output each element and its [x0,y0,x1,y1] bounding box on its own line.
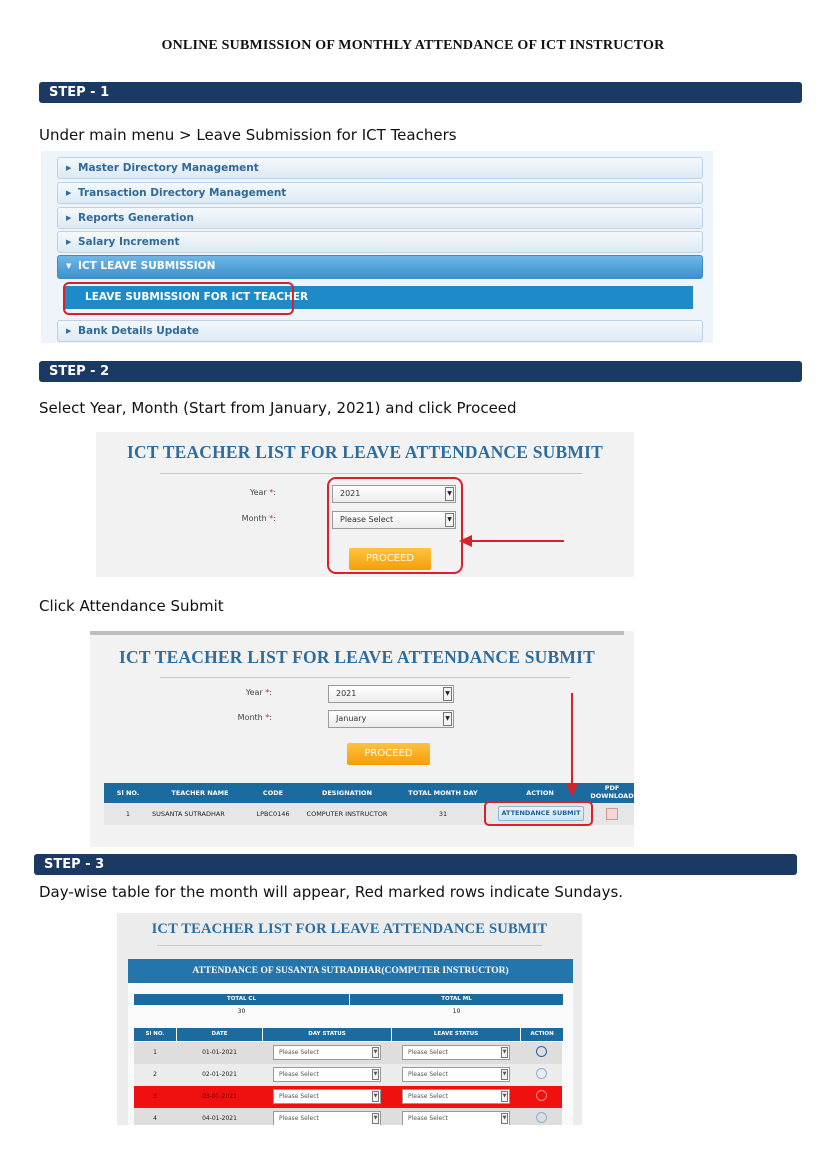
day-status-select[interactable]: Please Select ▼ [273,1111,381,1125]
step-1-bar: STEP - 1 [39,82,802,103]
form-screenshot-1 [96,432,634,577]
menu-item-bank-details[interactable] [57,320,703,342]
attendance-band: ATTENDANCE OF SUSANTA SUTRADHAR(COMPUTER INSTRUCTOR) [128,959,573,983]
document-title: ONLINE SUBMISSION OF MONTHLY ATTENDANCE OF ICT INSTRUCTOR [161,38,665,53]
dropdown-arrow-icon: ▼ [501,1091,508,1102]
menu-item-label: Reports Generation [78,212,194,224]
menu-item-label: Salary Increment [78,236,180,248]
dropdown-arrow-icon: ▼ [501,1069,508,1080]
chevron-right-icon: ▶ [66,189,72,197]
dropdown-arrow-icon: ▼ [443,687,452,701]
th-pdf-download: PDF DOWNLOAD [590,784,634,800]
year-select[interactable]: 2021 ▼ [332,485,456,503]
divider [160,473,582,474]
month-select[interactable]: January ▼ [328,710,454,728]
th-sl: Sl NO. [116,789,140,797]
menu-item-ict-leave-submission[interactable] [57,255,703,279]
dropdown-arrow-icon: ▼ [372,1069,379,1080]
th-action: ACTION [526,789,554,797]
table-row-sunday [134,1086,562,1108]
step-2b-caption: Click Attendance Submit [39,597,224,615]
dropdown-arrow-icon: ▼ [372,1113,379,1124]
leave-status-select[interactable]: Please Select ▼ [402,1111,510,1125]
highlight-box [484,801,593,826]
chevron-right-icon: ▶ [66,214,72,222]
proceed-button[interactable]: PROCEED [347,743,430,765]
th-teacher-name: TEACHER NAME [171,789,229,797]
leave-status-select[interactable]: Please Select ▼ [402,1067,510,1082]
cell-sl: 1 [153,1049,157,1056]
chevron-right-icon: ▶ [66,327,72,335]
form-title: ICT TEACHER LIST FOR LEAVE ATTENDANCE SUBMIT [127,442,603,462]
cell-sl: 1 [125,810,131,818]
cell-date: 04-01-2021 [202,1115,237,1122]
th-leave-status: LEAVE STATUS [392,1028,520,1041]
step-2-caption: Select Year, Month (Start from January, 2021) and click Proceed [39,399,517,417]
cell-total-month-day: 31 [438,810,448,818]
th-sl: Sl NO. [134,1028,176,1041]
year-label: Year *: [245,688,272,697]
cell-designation: COMPUTER INSTRUCTOR [306,810,388,818]
day-status-select[interactable]: Please Select ▼ [273,1089,381,1104]
form-screenshot-2 [90,631,634,847]
menu-item-reports[interactable] [57,207,703,229]
cell-sl: 2 [153,1071,157,1078]
th-action: ACTION [521,1028,563,1041]
attendance-screenshot [117,913,582,1125]
leave-status-select[interactable]: Please Select ▼ [402,1089,510,1104]
step-2-bar: STEP - 2 [39,361,802,382]
day-status-select[interactable]: Please Select ▼ [273,1067,381,1082]
chevron-right-icon: ▶ [66,164,72,172]
teacher-table-header [104,783,634,803]
divider [160,677,570,678]
red-arrow-icon [562,691,582,799]
highlight-box [63,282,294,315]
th-date: DATE [177,1028,262,1041]
chevron-right-icon: ▶ [66,238,72,246]
th-designation: DESIGNATION [321,789,373,797]
total-ml-value: 10 [452,1008,461,1015]
leave-status-select[interactable]: Please Select ▼ [402,1045,510,1060]
month-label: Month *: [237,713,272,722]
submenu-label: LEAVE SUBMISSION FOR ICT TEACHER [85,291,309,303]
year-label: Year *: [249,488,276,497]
save-icon[interactable] [536,1068,547,1079]
highlight-box [327,477,463,574]
chevron-down-icon: ▼ [66,262,72,270]
save-icon[interactable] [536,1112,547,1123]
dropdown-arrow-icon: ▼ [501,1047,508,1058]
form-title: ICT TEACHER LIST FOR LEAVE ATTENDANCE SUBMIT [151,921,548,937]
dropdown-arrow-icon: ▼ [501,1113,508,1124]
top-edge [90,631,624,635]
form-title: ICT TEACHER LIST FOR LEAVE ATTENDANCE SUBMIT [119,647,595,667]
menu-item-label: Master Directory Management [78,162,259,174]
th-day-status: DAY STATUS [263,1028,391,1041]
dropdown-arrow-icon: ▼ [445,487,454,501]
step-3-bar: STEP - 3 [34,854,797,875]
attendance-submit-button[interactable]: ATTENDANCE SUBMIT [498,806,584,821]
menu-item-label: ICT LEAVE SUBMISSION [78,260,216,272]
save-icon[interactable] [536,1090,547,1101]
month-select[interactable]: Please Select ▼ [332,511,456,529]
menu-item-label: Transaction Directory Management [78,187,287,199]
year-select[interactable]: 2021 ▼ [328,685,454,703]
divider [157,945,542,946]
month-label: Month *: [241,514,276,523]
th-total-month-day: TOTAL MONTH DAY [408,789,478,797]
cell-date: 01-01-2021 [202,1049,237,1056]
menu-item-master-directory[interactable] [57,157,703,179]
table-row [134,1042,562,1064]
menu-item-transaction-directory[interactable] [57,182,703,204]
table-row [134,1108,562,1125]
dropdown-arrow-icon: ▼ [445,513,454,527]
total-cl-header: TOTAL CL [134,994,349,1005]
cell-code: LPBC0146 [256,810,290,818]
step-3-caption: Day-wise table for the month will appear, Red marked rows indicate Sundays. [39,883,624,901]
proceed-button[interactable]: PROCEED [349,548,431,570]
dropdown-arrow-icon: ▼ [443,712,452,726]
menu-screenshot [41,151,713,343]
cell-date: 02-01-2021 [202,1071,237,1078]
save-icon[interactable] [536,1046,547,1057]
dropdown-arrow-icon: ▼ [372,1047,379,1058]
red-arrow-icon [456,532,566,552]
cell-date: 03-01-2021 [202,1093,237,1100]
pdf-icon[interactable] [606,808,618,820]
day-status-select[interactable]: Please Select ▼ [273,1045,381,1060]
th-code: CODE [262,789,284,797]
menu-item-label: Bank Details Update [78,325,200,337]
step-1-caption: Under main menu > Leave Submission for ICT Teachers [39,126,457,144]
total-ml-header: TOTAL ML [350,994,563,1005]
total-cl-value: 30 [237,1008,246,1015]
cell-teacher-name: SUSANTA SUTRADHAR [152,810,225,818]
table-row [134,1064,562,1086]
menu-item-salary-increment[interactable] [57,231,703,253]
cell-sl: 3 [153,1093,157,1100]
dropdown-arrow-icon: ▼ [372,1091,379,1102]
cell-sl: 4 [153,1115,157,1122]
